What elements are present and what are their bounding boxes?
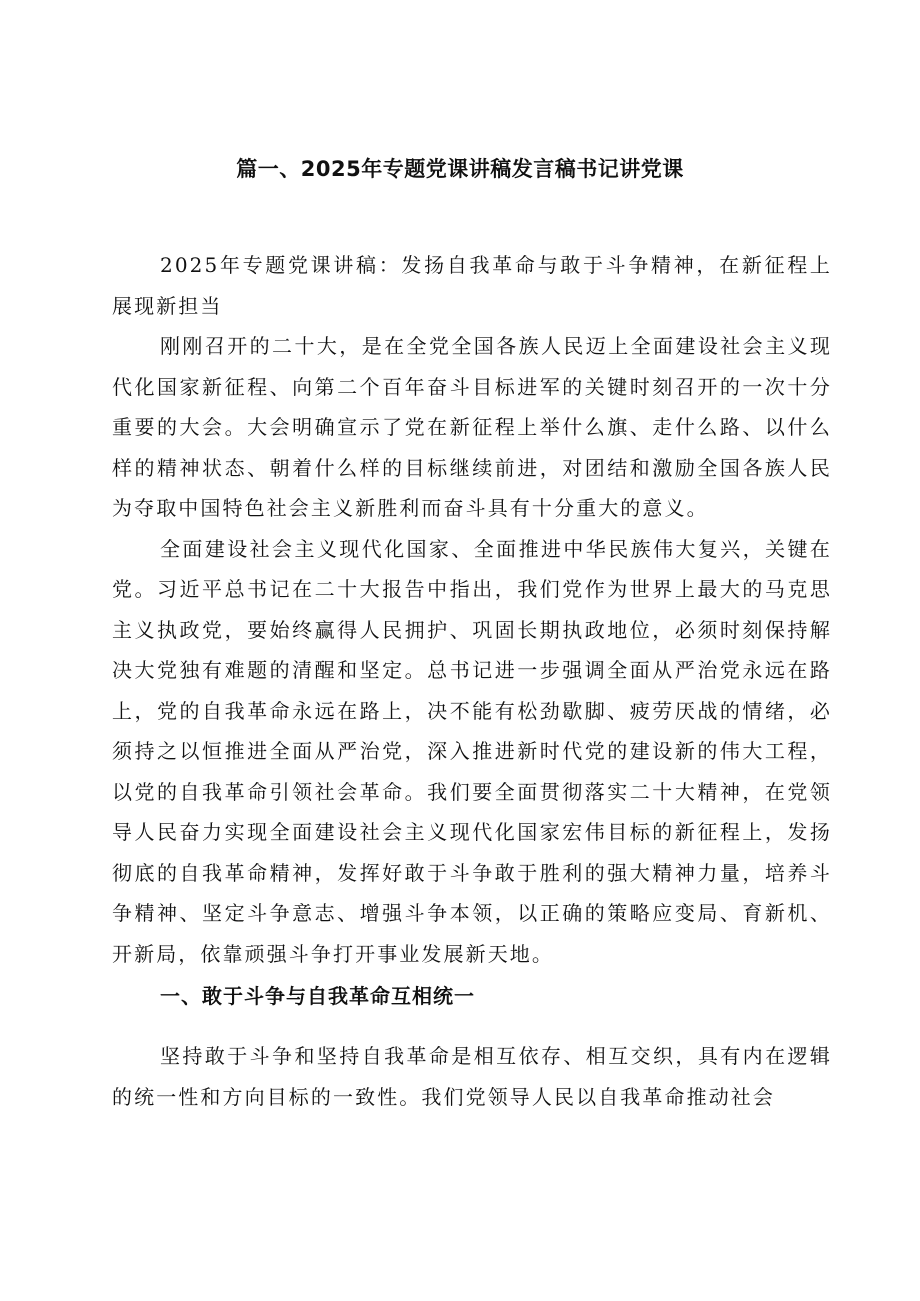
document-body bbox=[112, 245, 832, 1117]
document-title: 篇一、2025年专题党课讲稿发言稿书记讲党课 bbox=[236, 157, 684, 181]
body-paragraph: 全面建设社会主义现代化国家、全面推进中华民族伟大复兴，关键在党。习近平总书记在二十大报告中指出，我们党作为世界上最大的马克思主义执政党，要始终赢得人民拥护、巩固长期执政地位，必须时刻保持解决大党独有难题的清醒和坚定。总书记进一步强调全面从严治党永远在路上，党的自我革命永远在路上，决不能有松劲歇脚、疲劳厌战的情绪，必须持之以恒推进全面从严治党，深入推进新时代党的建设新的伟大工程，以党的自我革命引领社会革命。我们要全面贯彻落实二十大精神，在党领导人民奋力实现全面建设社会主义现代化国家宏伟目标的新征程上，发扬彻底的自我革命精神，发挥好敢于斗争敢于胜利的强大精神力量，培养斗争精神、坚定斗争意志、增强斗争本领，以正确的策略应变局、育新机、开新局，依靠顽强斗争打开事业发展新天地。 bbox=[112, 536, 832, 966]
body-paragraph: 刚刚召开的二十大，是在全党全国各族人民迈上全面建设社会主义现代化国家新征程、向第二个百年奋斗目标进军的关键时刻召开的一次十分重要的大会。大会明确宣示了党在新征程上举什么旗、走什么路、以什么样的精神状态、朝着什么样的目标继续前进，对团结和激励全国各族人民为夺取中国特色社会主义新胜利而奋斗具有十分重大的意义。 bbox=[112, 334, 832, 520]
speech-subtitle: 2025年专题党课讲稿：发扬自我革命与敢于斗争精神，在新征程上展现新担当 bbox=[112, 253, 832, 318]
section-heading: 一、敢于斗争与自我革命互相统一 bbox=[160, 984, 475, 1008]
body-paragraph: 坚持敢于斗争和坚持自我革命是相互依存、相互交织，具有内在逻辑的统一性和方向目标的一致性。我们党领导人民以自我革命推动社会 bbox=[112, 1044, 832, 1109]
